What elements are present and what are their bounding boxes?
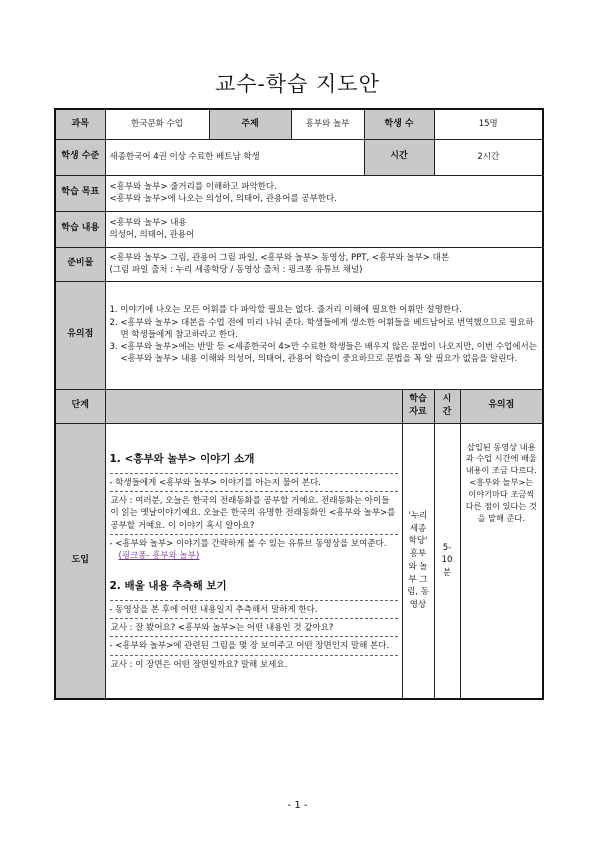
teacher-line: 교사 : 여러분, 오늘은 한국의 전래동화를 공부할 거예요. 전래동화는 아이들이 읽는 옛날이야기예요. 오늘은 한국의 유명한 전래동화인 <흥부와 놀부>를 공부할 거예요. 이 이야기 혹시 알아요? [110,491,398,532]
page-number: - 1 - [287,800,308,811]
activity-step: - <흥부와 놀부>에 관련된 그림을 몇 장 보여주고 어떤 장면인지 말해 본다. [110,636,398,652]
intro-time: 5-10분 [434,423,460,699]
level-value: 세종한국어 4권 이상 수료한 베트남 학생 [105,139,364,175]
subject-label: 과목 [55,109,105,139]
time-label: 시간 [364,139,434,175]
materials-header: 학습 자료 [402,389,434,423]
intro-stage: 도입 [55,423,105,699]
goal-line: <흥부와 놀부>에 나오는 의성어, 의태어, 관용어를 공부한다. [109,194,337,204]
stage-header: 단계 [55,389,105,423]
prep-label: 준비물 [55,247,105,281]
caution-item: 3. <흥부와 놀부>에는 반말 등 <세종한국어 4>만 수료한 학생들은 배우지 않은 문법이 나오지만, 이번 수업에서는 <흥부와 놀부> 내용 이해와 의성어, 의태어, 관용어 학습이 중요하므로 문법을 꼭 알 필요가 없음을 알린다. [109,342,537,365]
time-value: 2시간 [434,139,543,175]
intro-notes: 삽입된 동영상 내용과 수업 시간에 배울 내용이 조금 다르다. <흥부와 놀부>는 이야기마다 조금씩 다른 점이 있다는 것을 말해 준다. [460,423,543,699]
columns-row [55,389,543,423]
activity-step-text: - <흥부와 놀부> 이야기를 간략하게 볼 수 있는 유튜브 동영상을 보여준다. [109,538,387,549]
content-label: 학습 내용 [55,211,105,247]
cautions-row [55,281,543,389]
goals-row [55,175,543,211]
subject-value: 한국문화 수업 [105,109,209,139]
prep-line: (그림 파일 출처 : 누리 세종학당 / 동영상 출처 : 핑크퐁 유튜브 채널) [109,265,363,275]
intro-activity [105,423,402,699]
content-line: <흥부와 놀부> 내용 [109,217,187,228]
level-row [55,139,543,175]
prep-row [55,247,543,281]
cautions-value [105,281,543,389]
cautions-label: 유의점 [55,281,105,389]
students-label: 학생 수 [364,109,434,139]
prep-line: <흥부와 놀부> 그림, 관용어 그림 파일, <흥부와 놀부> 동영상, PPT, <흥부와 놀부> 대본 [109,252,450,263]
content-value [105,211,543,247]
section-title: 2. 배울 내용 추측해 보기 [109,579,227,592]
intro-materials: '누리세종학당' 흥부와 놀부 그림, 동영상 [402,423,434,699]
activity-step [110,534,398,563]
goal-line: <흥부와 놀부> 줄거리를 이해하고 파악한다. [109,181,277,192]
goals-label: 학습 목표 [55,175,105,211]
header-row [55,109,543,139]
activity-step: - 학생들에게 <흥부와 놀부> 이야기를 아는지 물어 본다. [110,473,398,489]
document-title: 교수-학습 지도안 [215,72,380,96]
students-value: 15명 [434,109,543,139]
lesson-plan-table [54,108,544,700]
intro-row [55,423,543,699]
topic-label: 주제 [209,109,291,139]
prep-value [105,247,543,281]
notes-header: 유의점 [460,389,543,423]
caution-item: 2. <흥부와 놀부> 대본을 수업 전에 미리 나눠 준다. 학생들에게 생소한 어휘들을 베트남어로 번역했으므로 필요하면 학생들에게 참고하라고 한다. [109,317,534,340]
teacher-line: 교사 : 잘 봤어요? <흥부와 놀부>는 어떤 내용인 것 같아요? [110,618,398,634]
teacher-line: 교사 : 이 장면은 어떤 장면일까요? 말해 보세요. [110,655,398,671]
topic-value: 흥부와 놀부 [291,109,364,139]
caution-item: 1. 이야기에 나오는 모든 어휘를 다 파악할 필요는 없다. 줄거리 이해에 필요한 어휘만 설명한다. [109,305,462,316]
section-title: 1. <흥부와 놀부> 이야기 소개 [109,452,255,465]
video-link[interactable]: (핑크퐁- 흥부와 놀부) [118,551,200,562]
content-row [55,211,543,247]
content-line: 의성어, 의태어, 관용어 [109,230,195,240]
level-label: 학생 수준 [55,139,105,175]
activity-step: - 동영상을 본 후에 어떤 내용일지 추측해서 말하게 한다. [110,600,398,616]
activity-header [105,389,402,423]
goals-value [105,175,543,211]
time-header: 시간 [434,389,460,423]
